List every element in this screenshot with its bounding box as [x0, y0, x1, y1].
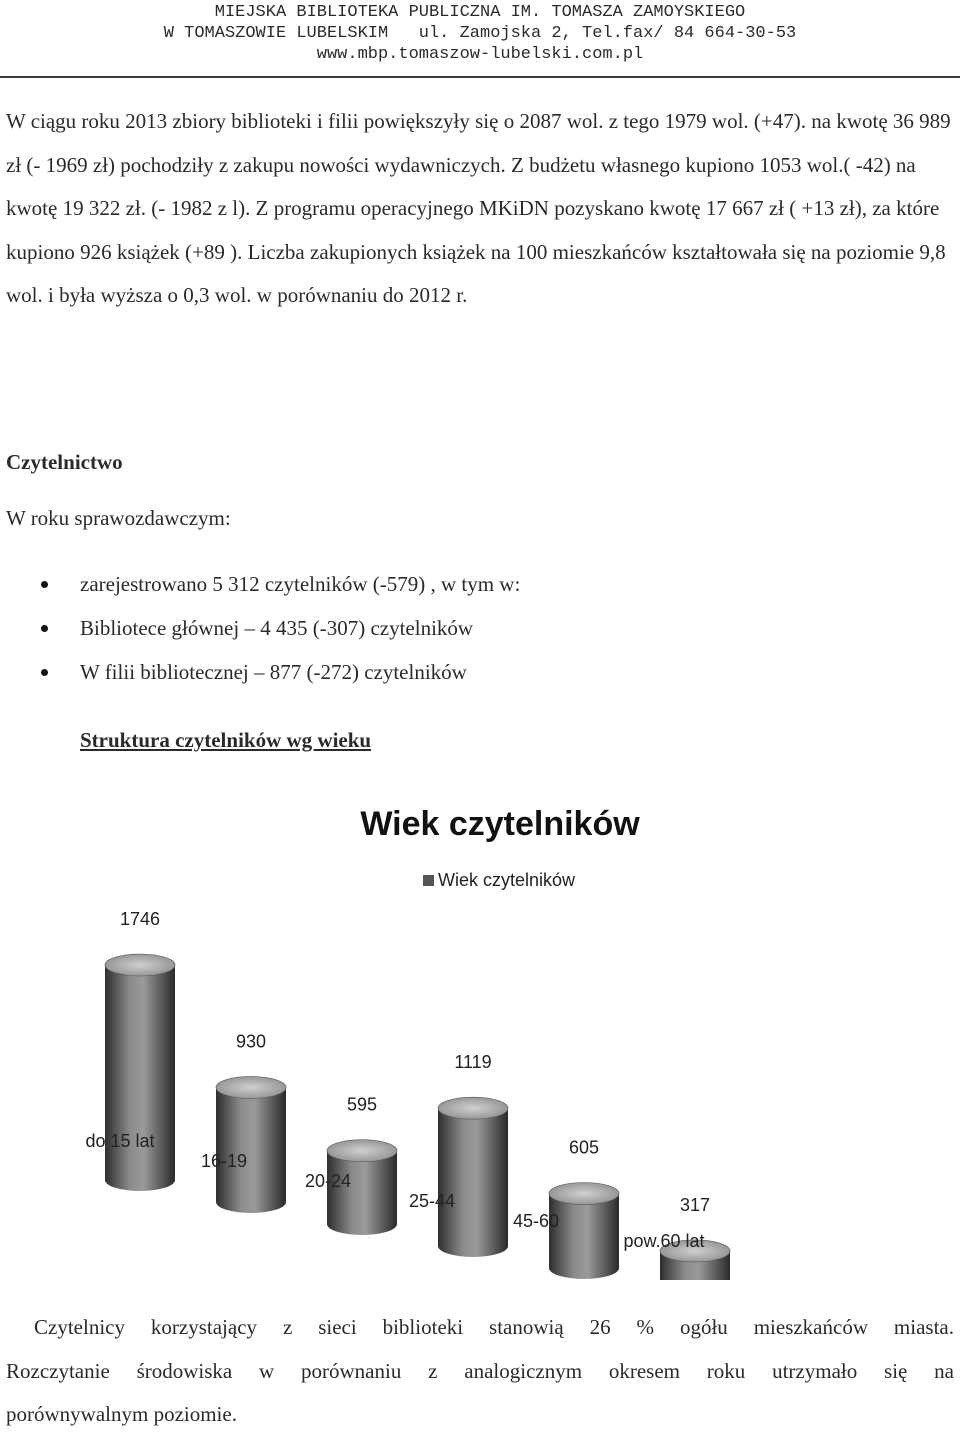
data-label: 595	[346, 1094, 378, 1115]
legend-label: Wiek czytelników	[438, 870, 576, 890]
bar-top	[438, 1097, 508, 1119]
bar-body	[549, 1194, 619, 1279]
chart-subheading: Struktura czytelników wg wieku	[80, 728, 372, 752]
bar-25-44	[438, 1097, 508, 1257]
list-item-text: Bibliotece głównej – 4 435 (-307) czytelników	[80, 616, 474, 640]
list-item-text: zarejestrowano 5 312 czytelników (-579) , w tym w:	[80, 572, 521, 596]
letterhead-line-2: W TOMASZOWIE LUBELSKIM ul. Zamojska 2, Tel.fax/ 84 664-30-53	[163, 24, 797, 43]
data-label: 1746	[119, 909, 161, 929]
bar-body	[105, 965, 175, 1191]
bar-45-60	[549, 1183, 619, 1279]
age-chart-svg	[0, 780, 960, 1280]
summary-line-2: Rozczytanie środowiska w porównaniu z analogicznym okresem roku utrzymało się na	[6, 1358, 954, 1383]
list-item	[0, 606, 520, 650]
bar-top	[216, 1076, 286, 1098]
category-label: 20-24	[304, 1171, 352, 1191]
bar-do 15 lat	[105, 954, 175, 1191]
category-label: pow.60 lat	[623, 1231, 705, 1251]
collections-paragraph: W ciągu roku 2013 zbiory biblioteki i filii powiększyły się o 2087 wol. z tego 1979 wol. (+47). na kwotę 36 989 zł (- 1969 zł) pochodziły z zakupu nowości wydawniczych. Z budżetu własnego kupiono 1053 wol.( -42) na kwotę 19 322 zł. (- 1982 z l). Z programu operacyjnego MKiDN pozyskano kwotę 17 667 zł ( +13 zł), za które kupiono 926 książek (+89 ). Liczba zakupionych książek na 100 mieszkańców kształtowała się na poziomie 9,8 wol. i była wyższa o 0,3 wol. w porównaniu do 2012 r.	[6, 109, 951, 307]
bullet-icon	[41, 581, 48, 588]
category-label: 45-60	[512, 1211, 560, 1231]
bar-16-19	[216, 1076, 286, 1213]
data-label: 930	[235, 1031, 267, 1052]
list-item	[0, 562, 520, 606]
category-label: 25-44	[408, 1191, 456, 1211]
intro-text: W roku sprawozdawczym:	[6, 506, 231, 530]
bar-body	[438, 1108, 508, 1257]
summary-line-1: Czytelnicy korzystający z sieci biblioteki stanowią 26 % ogółu mieszkańców miasta.	[34, 1315, 954, 1339]
chart-title: Wiek czytelników	[360, 805, 640, 843]
data-label: 317	[679, 1194, 711, 1215]
data-label: 605	[568, 1137, 600, 1158]
letterhead-website: www.mbp.tomaszow-lubelski.com.pl	[316, 45, 644, 64]
letterhead	[0, 2, 960, 65]
category-label: 16-19	[200, 1151, 248, 1171]
age-chart	[0, 780, 960, 1280]
data-label: 1119	[454, 1052, 492, 1073]
bar-top	[105, 954, 175, 976]
letterhead-line-1: MIEJSKA BIBLIOTEKA PUBLICZNA IM. TOMASZA ZAMOYSKIEGO	[214, 3, 746, 22]
header-divider	[0, 76, 960, 78]
summary-line-3: porównywalnym poziomie.	[6, 1402, 237, 1426]
summary-paragraph	[6, 1306, 954, 1437]
legend-swatch	[423, 875, 434, 886]
list-item-text: W filii bibliotecznej – 877 (-272) czytelników	[80, 660, 467, 684]
bullet-icon	[41, 625, 48, 632]
bar-top	[327, 1140, 397, 1162]
readers-list	[0, 562, 520, 694]
bar-top	[549, 1183, 619, 1205]
list-item	[0, 650, 520, 694]
bar-body	[327, 1151, 397, 1235]
category-label: do 15 lat	[85, 1131, 155, 1151]
bullet-icon	[41, 669, 48, 676]
section-heading: Czytelnictwo	[6, 450, 123, 474]
